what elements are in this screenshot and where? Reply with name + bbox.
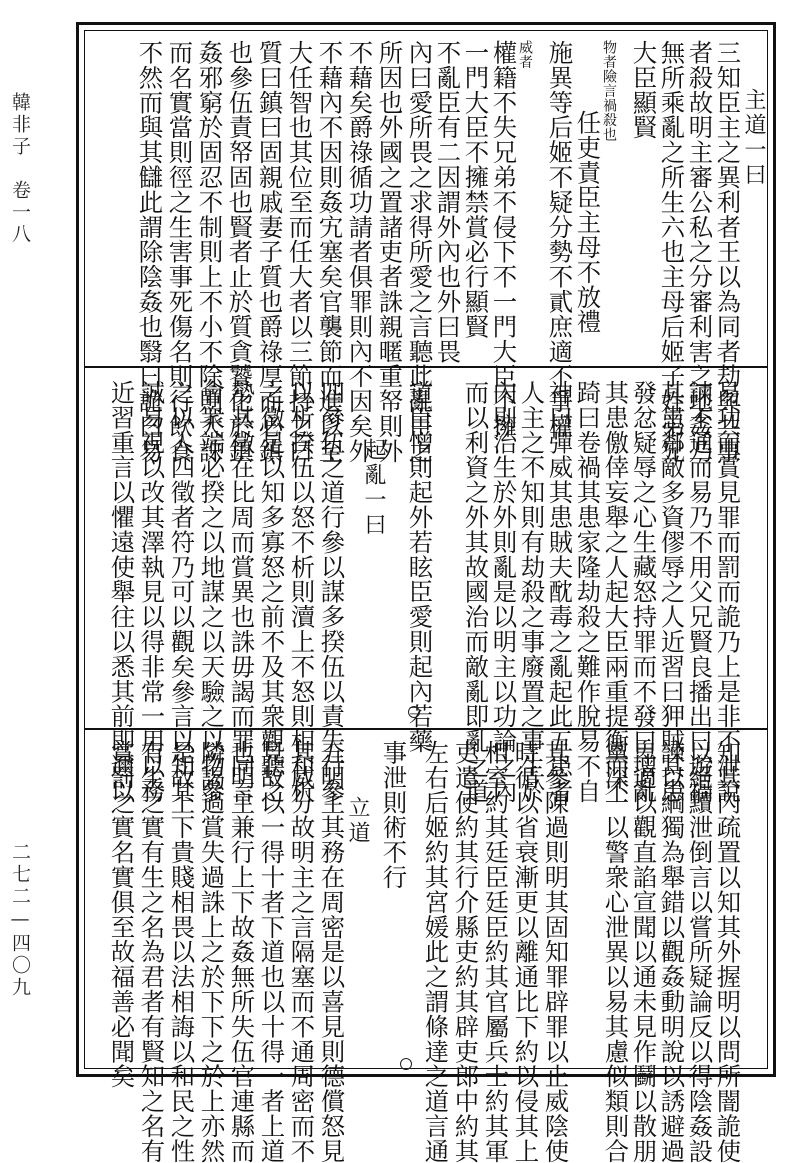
text-column: 發忿疑辱之心生藏怒持罪而不發曰增亂 [628, 380, 658, 804]
text-column: 諫以綱獨為舉錯以觀姦動明說以誘避過 [656, 740, 686, 1163]
text-column: 是故上下貴賤相畏以法相誨以和民之性 [166, 740, 196, 1163]
text-column: 以絕黷泄倒言以嘗所疑論反以得陰姦設 [684, 740, 714, 1163]
text-column: 事泄則術不行 [378, 740, 408, 890]
text-column: 諫不通而易乃不用父兄賢良播出曰遊禍 [684, 380, 714, 804]
annotation-column: 物者險言禍殺也 [601, 40, 617, 142]
text-column: 時循以省衰漸更以離通比下約以侵其上 [510, 740, 540, 1163]
book-title-margin: 韓非子 卷一八 [9, 92, 31, 246]
text-column: 之以人四徵者符乃可以觀矣參言以知其 [166, 380, 196, 804]
text-column: 誠易視以改其澤執見以得非常一用以務 [136, 380, 166, 804]
text-column: 吏遣使約其行介縣吏約其辟吏郎中約其 [450, 740, 480, 1163]
text-column: 而以利資之外其故國治而敵亂即亂之道 [460, 380, 490, 804]
text-column: 人主之不知則有劫殺之事廢置之事生於 [516, 380, 546, 804]
text-column: 賞罰之實名實俱至故福善必聞矣 [106, 740, 136, 1089]
text-column: 質曰鎮曰固親戚妻子質也爵祿厚而必鎮 [254, 40, 284, 464]
text-column: 卑適以觀直諂宣聞以通未見作鬬以散朋 [628, 740, 658, 1163]
text-column: 不藉矣爵祿循功請者俱罪則內不因矣外 [344, 40, 374, 464]
text-column: 近習重言以懼遠使舉往以悉其前即邇以 [106, 380, 136, 804]
text-column: 易功而賞見罪而罰而詭乃上是非不泄說 [712, 380, 742, 804]
text-column: 其威分故明主之言隔塞而不通周密而不 [286, 740, 316, 1163]
text-column: 內曰愛所畏之求得所愛之言聽此亂臣之 [404, 40, 434, 464]
text-column: 不亂臣有二因謂外內也外曰畏 [432, 40, 462, 364]
text-column: 施異等后姬不疑分勢不貳庶適不爭權 [544, 40, 574, 439]
text-column: 權籍不失兄弟不侵下不一門大臣不擁 [488, 40, 518, 439]
text-column: 隣謁過賞失過誅上之於下下之於上亦然 [196, 740, 226, 1163]
text-column: 踦曰卷禍其患家隆劫殺之難作脫易不自 [572, 380, 602, 804]
section-title: 立道 [345, 796, 370, 846]
text-column: 大任智也其位至而任大者以三節持之曰 [284, 40, 314, 464]
text-column: 其患儌倖妄舉之人起大臣兩重提衡而不 [600, 380, 630, 804]
text-column: 左右后姬約其宮媛此之謂條達之道言通 [420, 740, 450, 1163]
section-end-circle [400, 1058, 412, 1070]
text-column: 也明主兼行上下故姦無所失伍官連縣而 [226, 740, 256, 1163]
text-column: 勢其徵在比周而賞異也誅毋謁而罪同言 [226, 380, 256, 804]
section-title: 起亂一曰 [361, 438, 386, 538]
text-column: 見故以一得十者下道也以十得一者上道 [256, 740, 286, 1163]
text-column: 五明主其務在周密是以喜見則德償怒見 [316, 740, 346, 1163]
text-column: 其參陳過則明其固知罪辟罪以止威陰使 [540, 740, 570, 1163]
page-number-margin: 二七二—四〇九 [9, 842, 31, 999]
text-column: 大臣顯賢 [628, 40, 658, 140]
text-column: 所因也外國之置諸吏者誅親暱重帑則外 [374, 40, 404, 464]
text-column: 以析揆伍以怒不析則瀆上不怒則相和析 [286, 380, 316, 804]
annotation-column: 威者 [517, 40, 533, 69]
section-title: 主道一曰 [741, 88, 766, 188]
text-column: 也參伍責帑固也賢者止於質貪饕化於鎮 [224, 40, 254, 464]
section-end-circle [408, 706, 420, 718]
text-column: 神曰彈威其患賊夫酖毒之亂起此五患者 [544, 380, 574, 804]
text-column: 道臣憎則起外若眩臣愛則起內若藥 [404, 380, 434, 754]
text-column: 其患鄰敵多資僇辱之人近習曰狎賊其患 [656, 380, 686, 804]
text-column: 任吏責臣主母不放禮 [572, 110, 602, 335]
text-column: 不然而與其讎此謂除陰姦也翳曰詭曰易 [134, 40, 164, 464]
text-column: 三知臣主之異利者王以為同者劫與共事 [712, 40, 742, 464]
text-column: 之徵足以知多寡怒之前不及其衆觀聽之 [256, 380, 286, 804]
text-column: 有生之實有生之名為君者有賢知之名有 [136, 740, 166, 1163]
text-column: 內則治生於外則亂是以明主以功論之內 [488, 380, 518, 804]
text-column: 一門大臣不擁禁賞必行顯賢 [460, 40, 490, 339]
text-column: 會衆端必揆之以地謀之以天驗之以物參 [196, 380, 226, 804]
text-column: 姦邪窮於固忍不制則上不小不除則大誅 [194, 40, 224, 464]
text-column: 而名實當則徑之生害事死傷名則行飲食 [164, 40, 194, 464]
text-column: 無所乘亂之所生六也主母后姬子姓弟兄 [656, 40, 686, 464]
text-column: 黨深一以警衆心泄異以易其慮似類則合 [600, 740, 630, 1163]
text-column: 知其內疏置以知其外握明以問所闇詭使 [712, 740, 742, 1163]
text-column: 相室約其廷臣廷臣約其官屬兵士約其軍 [480, 740, 510, 1163]
text-column: 不藉內不因則姦宄塞矣官襲節而進以至 [314, 40, 344, 464]
text-column: 者殺故明主審公私之分審利害之地姦乃 [684, 40, 714, 464]
text-column: 四參伍之道行參以謀多揆伍以責失行參 [316, 380, 346, 804]
